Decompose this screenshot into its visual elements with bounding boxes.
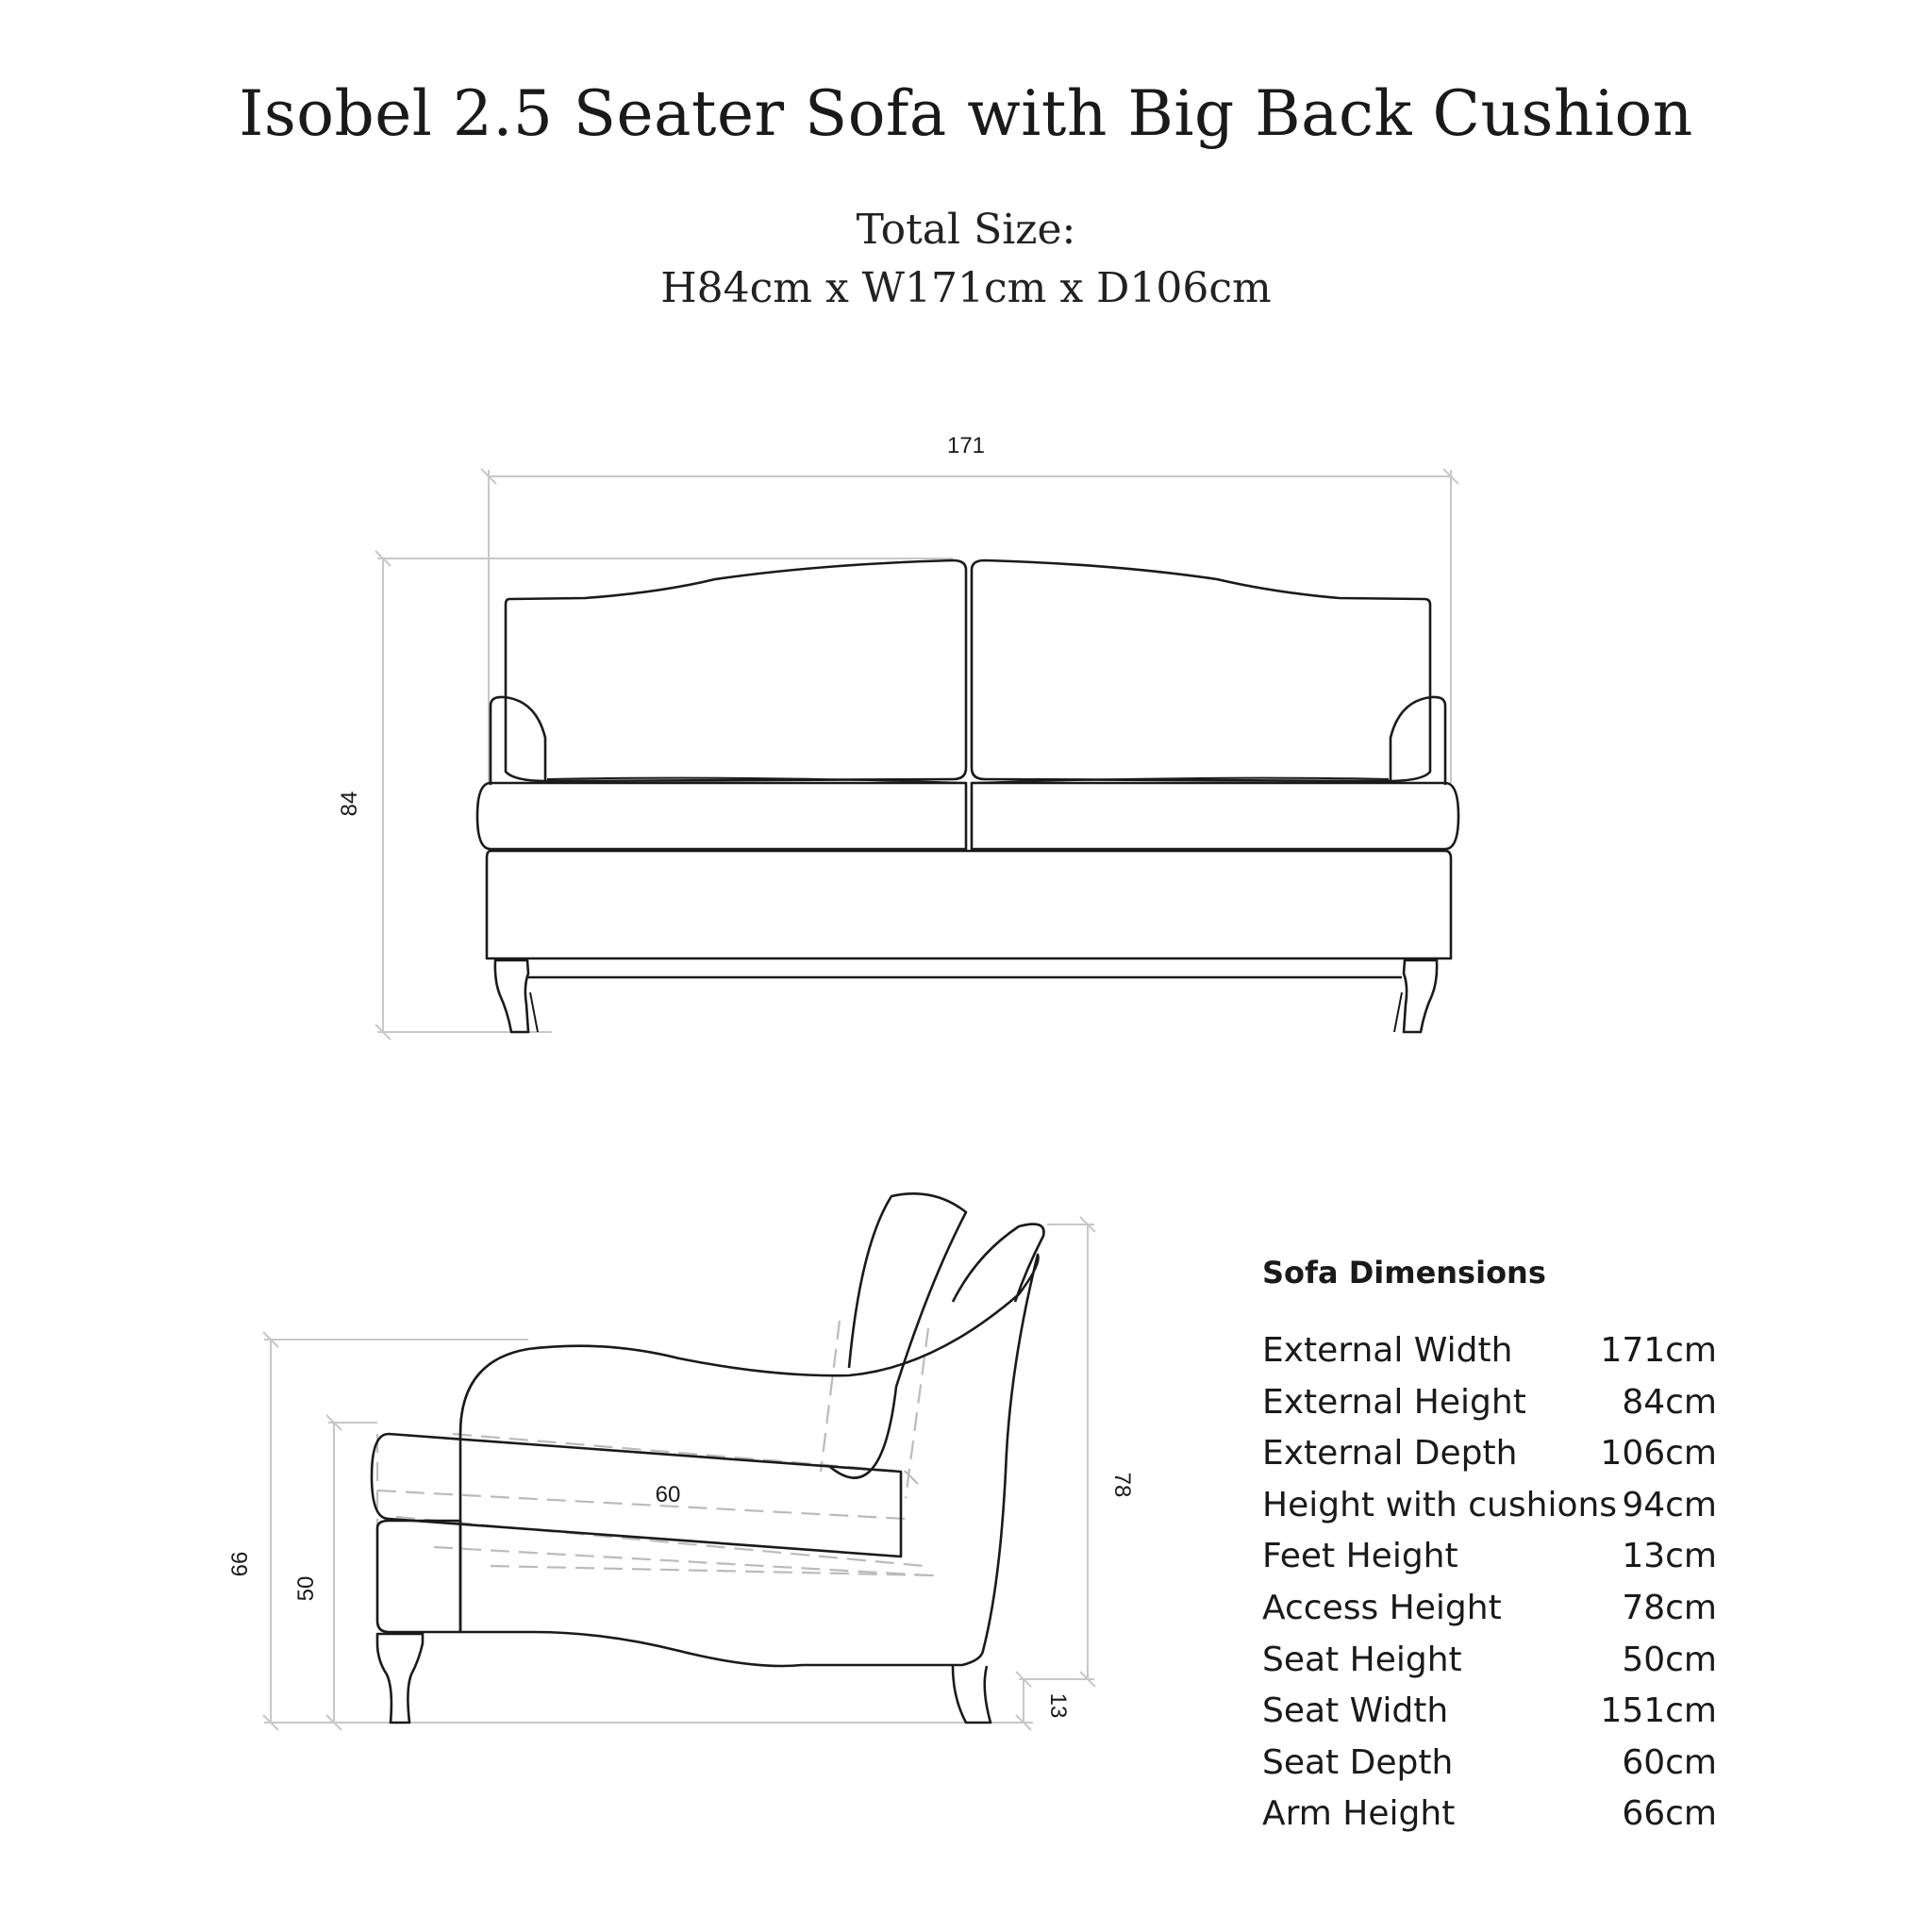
spec-value: 151cm [1600,1691,1717,1731]
spec-row-external-width [1262,1325,1717,1377]
side-arm-front [377,1521,460,1632]
spec-label: External Width [1262,1331,1513,1370]
spec-label: External Depth [1262,1434,1518,1474]
side-access-height-label: 78 [1109,1472,1135,1498]
total-size-label: Total Size: [856,206,1076,254]
right-arm [1391,697,1445,785]
right-back-cushion [972,560,1430,781]
front-height-dimension [375,551,953,1040]
spec-row-external-depth [1262,1428,1717,1480]
specs-heading: Sofa Dimensions [1262,1255,1546,1291]
page-title: Isobel 2.5 Seater Sofa with Big Back Cushion [239,77,1693,150]
side-seat-height-label: 50 [293,1575,319,1602]
front-width-dimension [481,469,1458,783]
spec-row-height-with-cushions [1262,1480,1717,1532]
spec-row-seat-depth [1262,1738,1717,1790]
left-arm [491,697,545,785]
spec-label: Access Height [1262,1588,1502,1627]
spec-label: External Height [1262,1382,1526,1422]
side-back-cushion [830,1193,966,1477]
side-arm-height-label: 66 [227,1551,253,1577]
front-view [375,469,1458,1040]
spec-row-external-height [1262,1377,1717,1429]
front-right-leg [1404,960,1437,1032]
spec-value: 13cm [1622,1537,1717,1576]
side-dimensions [263,1217,1095,1730]
spec-value: 94cm [1622,1485,1717,1524]
front-left-leg [495,960,528,1032]
spec-label: Seat Depth [1262,1742,1454,1782]
spec-row-seat-width [1262,1686,1717,1738]
side-feet-height-label: 13 [1045,1692,1071,1719]
front-seat-left [477,783,966,849]
side-seat-depth-label: 60 [655,1482,681,1507]
specs-table [1262,1325,1717,1840]
spec-value: 171cm [1600,1331,1717,1370]
spec-row-arm-height [1262,1789,1717,1840]
spec-value: 66cm [1622,1794,1717,1834]
side-front-leg [377,1634,423,1723]
side-back-leg [953,1666,991,1723]
spec-label: Arm Height [1262,1794,1456,1834]
spec-value: 60cm [1622,1742,1717,1782]
left-back-cushion [506,560,966,781]
spec-label: Seat Height [1262,1640,1462,1679]
spec-value: 78cm [1622,1588,1717,1627]
spec-label: Feet Height [1262,1537,1458,1576]
total-size-value: H84cm x W171cm x D106cm [660,264,1272,312]
spec-label: Seat Width [1262,1691,1449,1731]
front-base [487,851,1451,958]
front-seat-right [972,783,1458,849]
spec-value: 84cm [1622,1382,1717,1422]
front-height-label: 84 [337,791,362,817]
front-width-label: 171 [946,433,986,458]
spec-value: 106cm [1600,1434,1717,1474]
spec-value: 50cm [1622,1640,1717,1679]
spec-row-access-height [1262,1583,1717,1635]
spec-label: Height with cushions [1262,1485,1618,1524]
spec-row-feet-height [1262,1531,1717,1583]
spec-row-seat-height [1262,1635,1717,1687]
side-view [263,1193,1095,1730]
